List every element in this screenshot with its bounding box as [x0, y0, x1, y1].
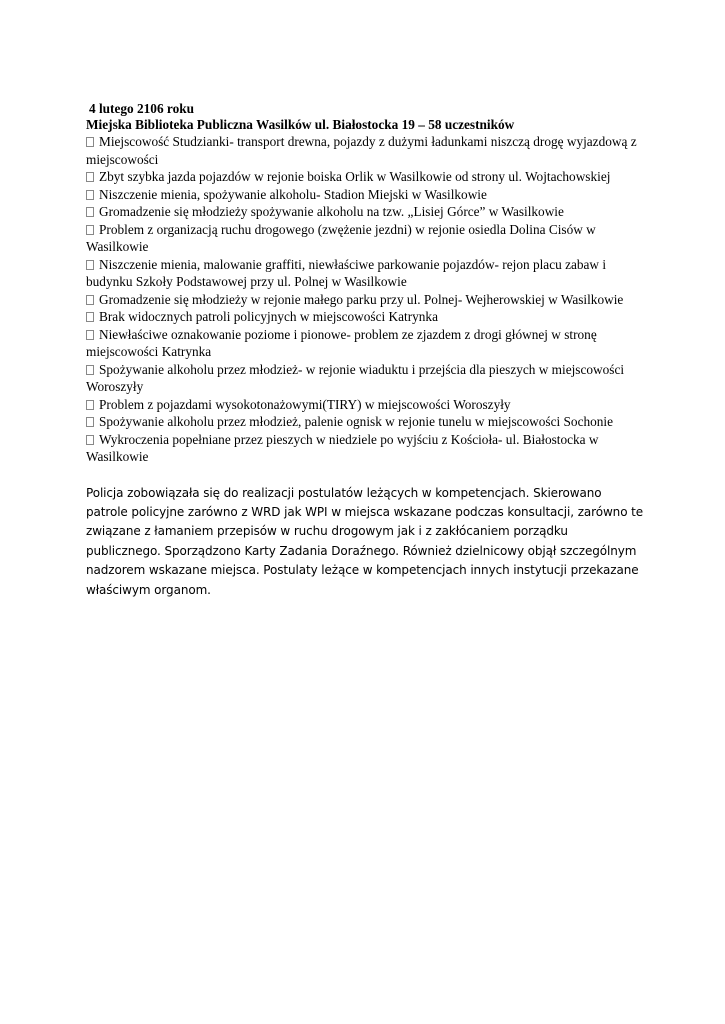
list-item-text: Niszczenie mienia, spożywanie alkoholu- Stadion Miejski w Wasilkowie — [99, 186, 487, 202]
list-item — [86, 203, 646, 221]
bullet-placeholder-icon — [86, 417, 94, 427]
document-content — [86, 101, 646, 600]
list-item — [86, 221, 646, 256]
list-item-text: Miejscowość Studzianki- transport drewna, pojazdy z dużymi ładunkami niszczą drogę wyjazdową z miejscowości — [86, 134, 637, 167]
bullet-placeholder-icon — [86, 312, 94, 322]
bullet-placeholder-icon — [86, 365, 94, 375]
list-item-text: Gromadzenie się młodzieży spożywanie alkoholu na tzw. „Lisiej Górce” w Wasilkowie — [99, 204, 564, 219]
list-item — [86, 396, 646, 414]
list-item-text: Brak widocznych patroli policyjnych w miejscowości Katrynka — [99, 309, 438, 324]
list-item-text: Spożywanie alkoholu przez młodzież, palenie ognisk w rejonie tunelu w miejscowości Sochonie — [99, 414, 614, 429]
list-item — [86, 291, 646, 309]
bullet-placeholder-icon — [86, 400, 94, 410]
list-item — [86, 413, 646, 431]
bullet-placeholder-icon — [86, 225, 94, 235]
list-item-text: Niszczenie mienia, malowanie graffiti, niewłaściwe parkowanie pojazdów- rejon placu zabaw i budynku Szkoły Podstawowej przy ul. Polnej w Wasilkowie — [86, 256, 607, 289]
bullet-placeholder-icon — [86, 330, 94, 340]
list-item — [86, 308, 646, 326]
meeting-location: Miejska Biblioteka Publiczna Wasilków ul. Białostocka 19 – 58 uczestników — [86, 117, 515, 132]
list-item — [86, 168, 646, 186]
list-item-text: Wykroczenia popełniane przez pieszych w niedziele po wyjściu z Kościoła- ul. Białostocka w Wasilkowie — [86, 431, 599, 464]
list-item-text: Zbyt szybka jazda pojazdów w rejonie boiska Orlik w Wasilkowie od strony ul. Wojtachowskiej — [99, 169, 611, 184]
list-item — [86, 186, 646, 204]
issue-list — [86, 133, 646, 466]
meeting-date: 4 lutego 2106 roku — [89, 101, 195, 116]
list-item-text: Gromadzenie się młodzieży w rejonie małego parku przy ul. Polnej- Wejherowskiej w Wasilkowie — [99, 291, 624, 307]
list-item-text: Niewłaściwe oznakowanie poziome i pionowe- problem ze zjazdem z drogi głównej w stronę miejscowości Katrynka — [86, 326, 597, 359]
list-item — [86, 256, 646, 291]
list-item — [86, 361, 646, 396]
bullet-placeholder-icon — [86, 190, 94, 200]
list-item — [86, 133, 646, 168]
bullet-placeholder-icon — [86, 260, 94, 270]
list-item-text: Problem z organizacją ruchu drogowego (zwężenie jezdni) w rejonie osiedla Dolina Cisów w Wasilkowie — [86, 221, 596, 254]
list-item — [86, 326, 646, 361]
bullet-placeholder-icon — [86, 172, 94, 182]
bullet-placeholder-icon — [86, 207, 94, 217]
bullet-placeholder-icon — [86, 295, 94, 305]
list-item-text: Spożywanie alkoholu przez młodzież- w rejonie wiaduktu i przejścia dla pieszych w miejscowości Woroszyły — [86, 361, 625, 394]
bullet-placeholder-icon — [86, 435, 94, 445]
summary-paragraph: Policja zobowiązała się do realizacji postulatów leżących w kompetencjach. Skierowano patrole policyjne zarówno z WRD jak WPI w miejsca wskazane podczas konsultacji, zarówno te związane z łamaniem przepisów w ruchu drogowym jak i z zakłócaniem porządku publicznego. Sporządzono Karty Zadania Doraźnego. Również dzielnicowy objął szczególnym nadzorem wskazane miejsca. Postulaty leżące w kompetencjach innych instytucji przekazane właściwym organom. — [86, 485, 644, 597]
bullet-placeholder-icon — [86, 137, 94, 147]
list-item — [86, 431, 646, 466]
list-item-text: Problem z pojazdami wysokotonażowymi(TIRY) w miejscowości Woroszyły — [99, 396, 511, 412]
